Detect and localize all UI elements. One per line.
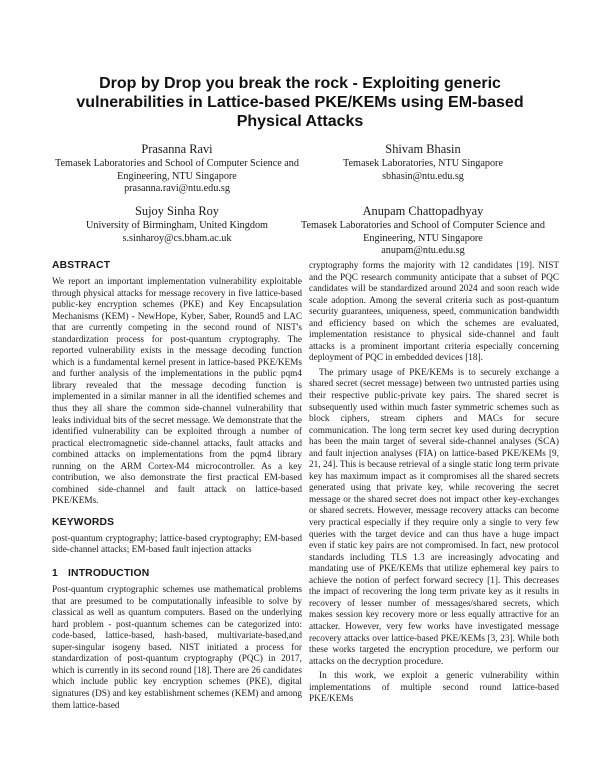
section-number: 1 — [52, 568, 58, 580]
author-email[interactable]: s.sinharoy@cs.bham.ac.uk — [122, 232, 232, 244]
intro-paragraph-1: Post-quantum cryptographic schemes use mathematical problems that are presumed to be computationally infeasible to solve by classical as well as quantum computers. Based on the underlying hard problem - post-quantum schemes can be categorized into: code-based, lattice-based, hash-based, multivariate-based,and super-singular isogeny based. NIST initiated a process for standardization of post-quantum cryptography (PQC) in 2017, which is currently in its second round [18]. There are 26 candidates which include public key encryption schemes (PKE), digital signatures (DS) and key establishment schemes (KEM) and among them lattice-based — [52, 585, 302, 711]
intro-paragraph-2: cryptography forms the majority with 12 candidates [19]. NIST and the PQC research community anticipate that a subset of PQC candidates will be standardized around 2024 and soon reach wide scale adoption. Among the several criteria such as post-quantum security guarantees, uniqueness, speed, communication bandwidth and efficiency based on which the schemes are evaluated, implementation resistance to physical side-channel and fault attacks is a prominent important criteria especially concerning deployment of PQC in embedded devices [18]. — [309, 261, 559, 364]
author-email[interactable]: anupam@ntu.edu.sg — [381, 245, 465, 256]
keywords-heading: KEYWORDS — [52, 516, 115, 528]
author-affiliation: University of Birmingham, United Kingdom — [86, 220, 268, 231]
section-title: INTRODUCTION — [68, 568, 150, 580]
paper-title: Drop by Drop you break the rock - Exploiting generic vulnerabilities in Lattice-based PKE/KEMs using EM-based Physical Attacks — [76, 75, 524, 130]
right-column — [309, 261, 559, 706]
author-block-4 — [298, 203, 548, 258]
author-name: Anupam Chattopadhyay — [362, 204, 484, 218]
intro-paragraph-4: In this work, we exploit a generic vulnerability within implementations of multiple second round lattice-based PKE/KEMs — [309, 671, 559, 705]
author-name: Shivam Bhasin — [385, 142, 461, 156]
keywords-text: post-quantum cryptography; lattice-based cryptography; EM-based side-channel attacks; EM-based fault injection attacks — [52, 533, 302, 556]
author-affiliation: Temasek Laboratories, NTU Singapore — [343, 158, 503, 169]
author-name: Sujoy Sinha Roy — [135, 204, 219, 218]
abstract-text: We report an important implementation vulnerability exploitable through physical attacks for message recovery in five lattice-based public-key encryption schemes (PKE) and Key Encapsulation Mechanisms (KEM) - NewHope, Kyber, Saber, Round5 and LAC that are currently competing in the second round of NIST's standardization process for post-quantum cryptography. The reported vulnerability exists in the message decoding function which is a fundamental kernel present in lattice-based PKE/KEMs and further analysis of the implementations in the public pqm4 library revealed that the message decoding function is implemented in a similar manner in all the identified schemes and thus they all share the common side-channel vulnerability that leaks individual bits of the secret message. We demonstrate that the identified vulnerability can be exploited through a number of practical electromagnetic side-channel attacks, fault attacks and combined attacks on implementations from the pqm4 library running on the ARM Cortex-M4 microcontroller. As a key contribution, we also demonstrate the first practical EM-based combined side-channel and fault attack on lattice-based PKE/KEMs. — [52, 277, 302, 507]
author-affiliation: Temasek Laboratories and School of Computer Science and Engineering, NTU Singapore — [55, 158, 299, 182]
left-column — [52, 259, 302, 712]
abstract-heading: ABSTRACT — [52, 260, 111, 271]
author-name: Prasanna Ravi — [141, 142, 213, 156]
author-email[interactable]: sbhasin@ntu.edu.sg — [382, 170, 464, 182]
author-block-1 — [52, 141, 302, 196]
author-block-3 — [52, 203, 302, 245]
introduction-heading — [52, 567, 302, 580]
intro-paragraph-3: The primary usage of PKE/KEMs is to securely exchange a shared secret (secret message) between two untrusted parties using their respective public-private key pairs. The shared secret is subsequently used within much faster symmetric schemes such as block ciphers, stream ciphers and MACs for secure communication. The long term secret key used during decryption has been the main target of several side-channel analyses (SCA) and fault injection analyses (FIA) on lattice-based PKE/KEMs [9, 21, 24]. This is because retrieval of a single static long term private key has maximum impact as it compromises all the shared secrets generated using that private key, while recovering the secret message or the shared secret does not impact other key-exchanges or shared secrets. However, message recovery attacks can become very practical especially if they require only a single to very few queries with the target device and can thus have a huge impact even if static key pairs are not compromised. In fact, new protocol standards including TLS 1.3 are increasingly advocating and mandating use of PKE/KEMs that utilize ephemeral key pairs to achieve the notion of perfect forward secrecy [1]. This decreases the impact of recovering the long term private key as it results in recovery of lesser number of messages/shared secrets, which makes session key recovery more or less equally attractive for an attacker. However, very few works have investigated message recovery attacks over lattice-based PKE/KEMs [3, 23]. While both these works targeted the encryption procedure, we perform our attacks on the decryption procedure. — [309, 367, 559, 667]
author-block-2 — [298, 141, 548, 183]
author-email[interactable]: prasanna.ravi@ntu.edu.sg — [124, 183, 230, 194]
author-affiliation: Temasek Laboratories and School of Computer Science and Engineering, NTU Singapore — [301, 220, 545, 244]
